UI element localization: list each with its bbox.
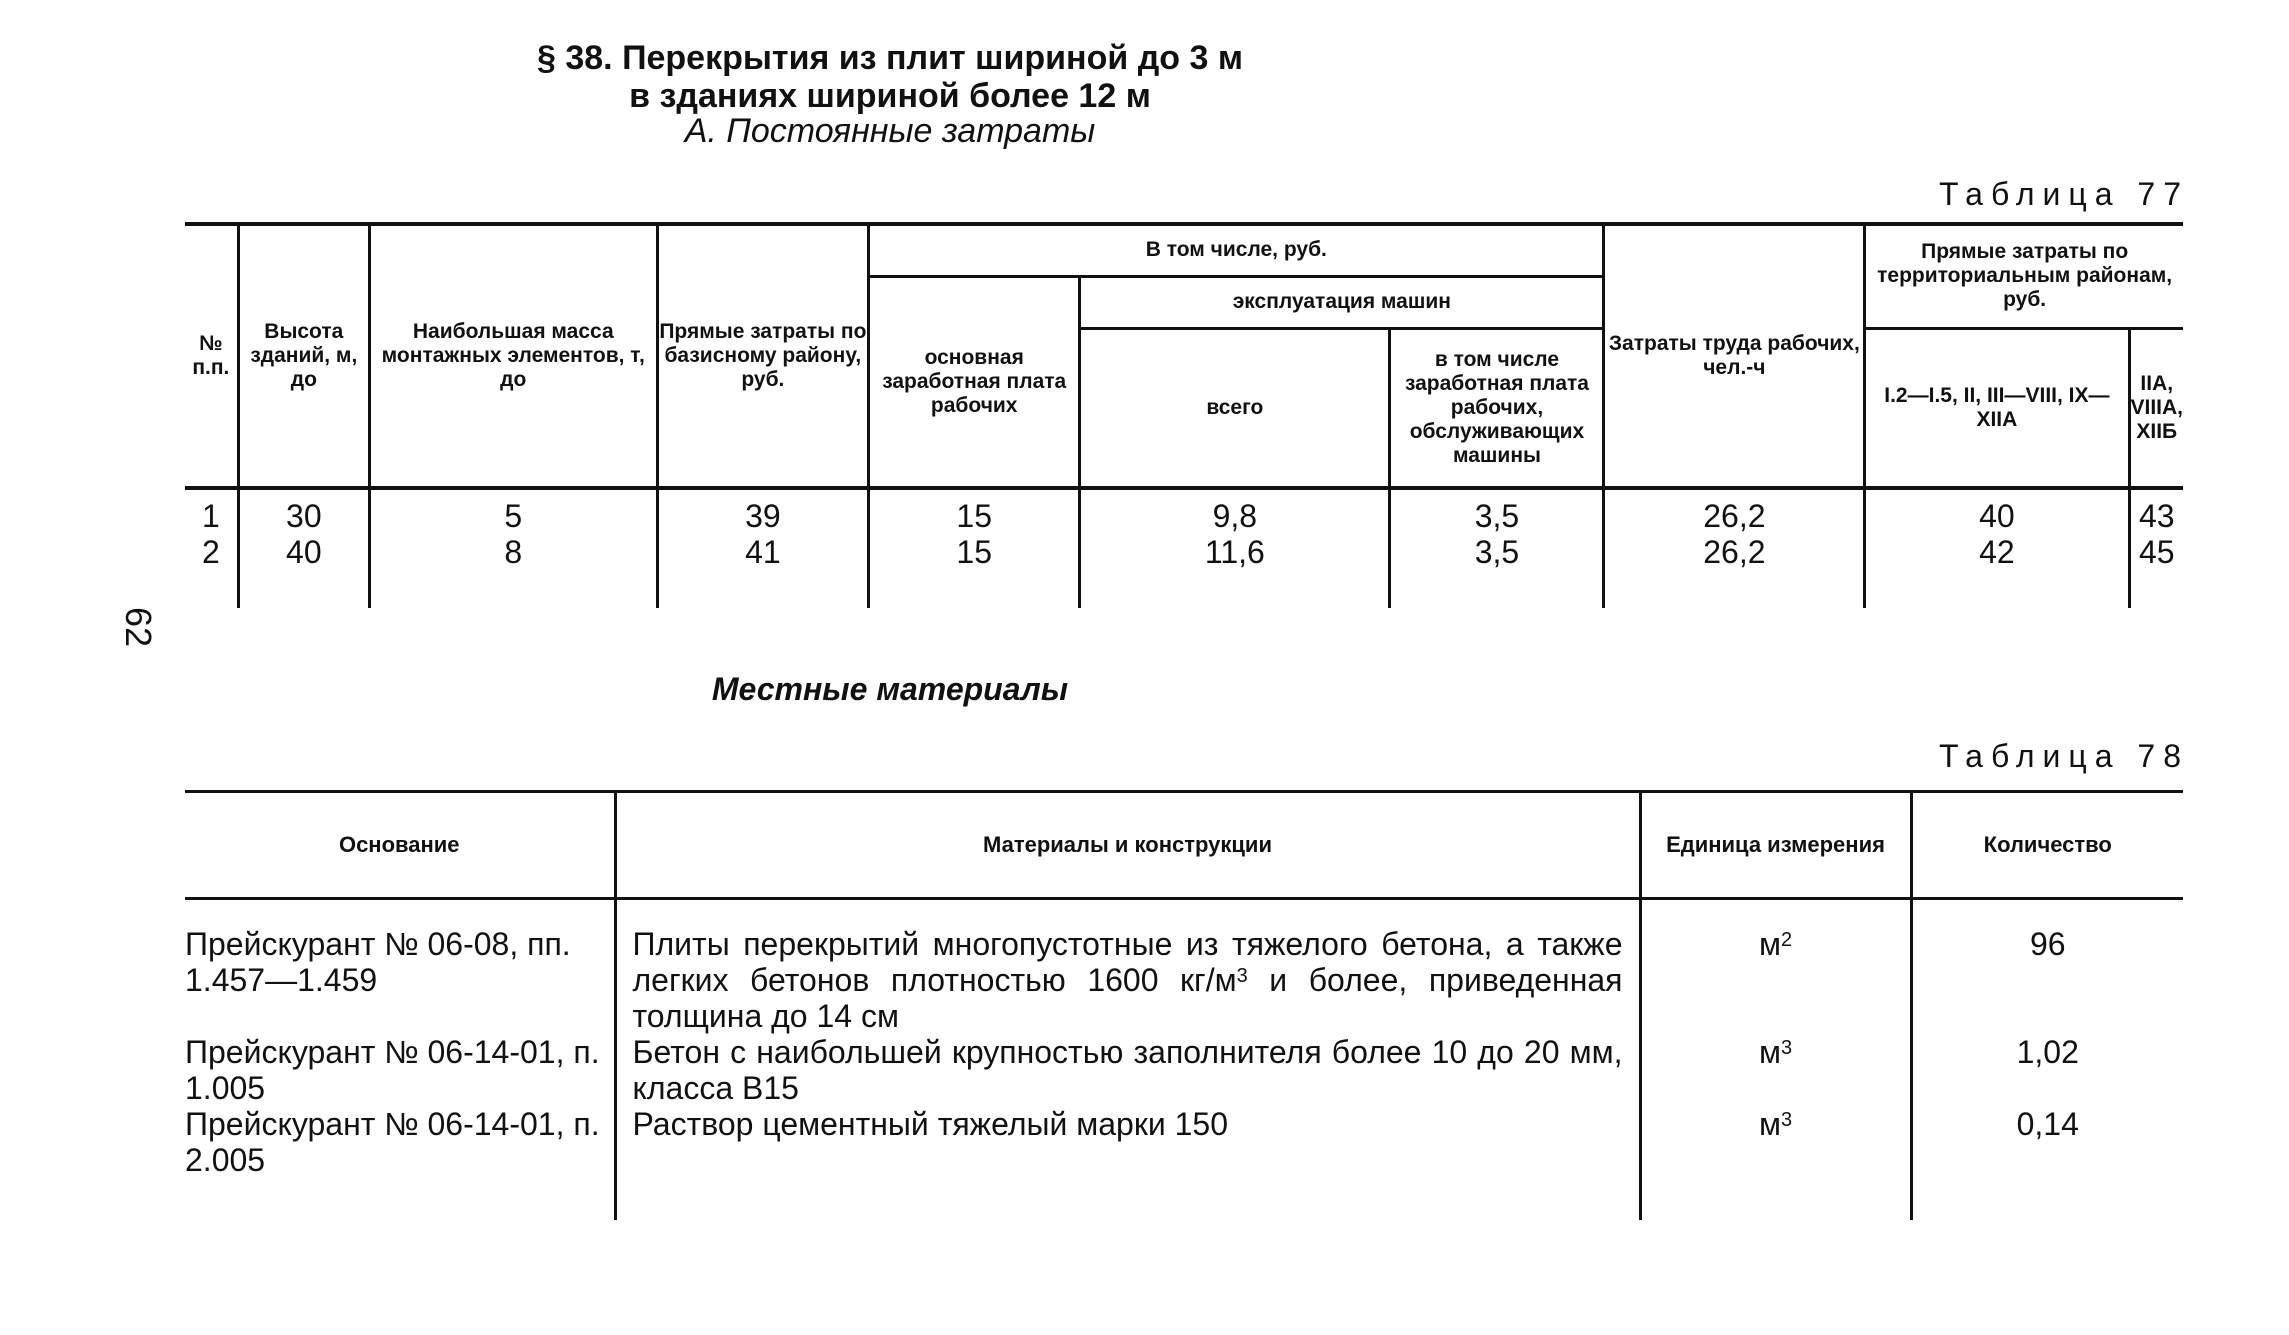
header-machine-operation: эксплуатация машин <box>1080 276 1604 328</box>
cell-mass: 5 <box>369 488 657 534</box>
header-unit: Единица измерения <box>1640 792 1911 899</box>
cell-machine-total: 11,6 <box>1080 534 1390 608</box>
header-wage: основная заработная плата рабочих <box>869 276 1080 488</box>
header-direct-costs: Прямые затраты по базисному району, руб. <box>657 224 869 488</box>
table-row <box>185 899 2183 1035</box>
cell-wage: 15 <box>869 488 1080 534</box>
header-num: № п.п. <box>185 224 238 488</box>
cell-region-2: 45 <box>2129 534 2183 608</box>
cell-direct: 39 <box>657 488 869 534</box>
cell-basis: Прейскурант № 06-14-01, п. 1.005 <box>185 1034 600 1106</box>
cell-region-1: 42 <box>1865 534 2129 608</box>
header-height: Высота зданий, м, до <box>238 224 369 488</box>
cell-height: 30 <box>238 488 369 534</box>
cell-wage: 15 <box>869 534 1080 608</box>
cell-direct: 41 <box>657 534 869 608</box>
cell-basis: Прейскурант № 06-08, пп. 1.457—1.459 <box>185 926 571 998</box>
cell-num: 2 <box>201 534 220 570</box>
header-regions: Прямые затраты по территориальным районам, руб. <box>1865 224 2183 328</box>
table-row <box>185 488 2183 534</box>
header-including: В том числе, руб. <box>869 224 1604 276</box>
header-materials: Материалы и конструкции <box>615 792 1640 899</box>
header-region-1: I.2—I.5, II, III—VIII, IX—XIIA <box>1865 328 2129 488</box>
cell-region-2: 43 <box>2129 488 2183 534</box>
table77-label: Таблица 77 <box>1939 176 2189 212</box>
cell-mass: 8 <box>369 534 657 608</box>
cell-machine-wage: 3,5 <box>1390 488 1604 534</box>
cell-region-1: 40 <box>1865 488 2129 534</box>
table-77 <box>185 222 2183 608</box>
cell-material: Бетон с наибольшей крупностью заполнителя более 10 до 20 мм, класса B15 <box>615 1034 1640 1106</box>
cell-num: 1 <box>201 498 220 534</box>
header-labor: Затраты труда рабочих, чел.-ч <box>1604 224 1865 488</box>
section-subtitle: А. Постоянные затраты <box>684 112 1096 150</box>
cell-quantity: 0,14 <box>1911 1106 2183 1220</box>
table-row <box>185 1034 2183 1106</box>
header-basis: Основание <box>185 792 615 899</box>
cell-quantity: 96 <box>1911 899 2183 1035</box>
cell-machine-wage: 3,5 <box>1390 534 1604 608</box>
table-row <box>185 534 2183 608</box>
cell-unit: $м^3$ <box>1640 1106 1911 1220</box>
local-materials-title: Местные материалы <box>711 671 1069 707</box>
table-row <box>185 1106 2183 1220</box>
cell-labor: 26,2 <box>1604 534 1865 608</box>
cell-quantity: 1,02 <box>1911 1034 2183 1106</box>
page-number: 62 <box>118 606 160 648</box>
cell-basis: Прейскурант № 06-14-01, п. 2.005 <box>185 1106 600 1178</box>
cell-machine-total: 9,8 <box>1080 488 1390 534</box>
table78-label: Таблица 78 <box>1939 738 2189 774</box>
cell-labor: 26,2 <box>1604 488 1865 534</box>
cell-material: Плиты перекрытий многопустотные из тяжелого бетона, а также легких бетонов плотностью 1600 $кг/м^3$ и более, приведенная толщина до 14 см <box>615 899 1640 1035</box>
header-mass: Наибольшая масса монтажных элементов, т, до <box>369 224 657 488</box>
cell-material: Раствор цементный тяжелый марки 150 <box>615 1106 1640 1220</box>
header-quantity: Количество <box>1911 792 2183 899</box>
header-machine-wage: в том числе заработная плата рабочих, обслуживающих машины <box>1390 328 1604 488</box>
section-title-line1: § 38. Перекрытия из плит шириной до 3 м <box>537 39 1243 77</box>
cell-unit: $м^2$ <box>1640 899 1911 1035</box>
cell-unit: $м^3$ <box>1640 1034 1911 1106</box>
header-machine-total: всего <box>1080 328 1390 488</box>
section-title-line2: в зданиях шириной более 12 м <box>629 77 1151 115</box>
table-78 <box>185 790 2183 1220</box>
header-region-2: IIA, VIIIA, XIIБ <box>2129 328 2183 488</box>
cell-height: 40 <box>238 534 369 608</box>
